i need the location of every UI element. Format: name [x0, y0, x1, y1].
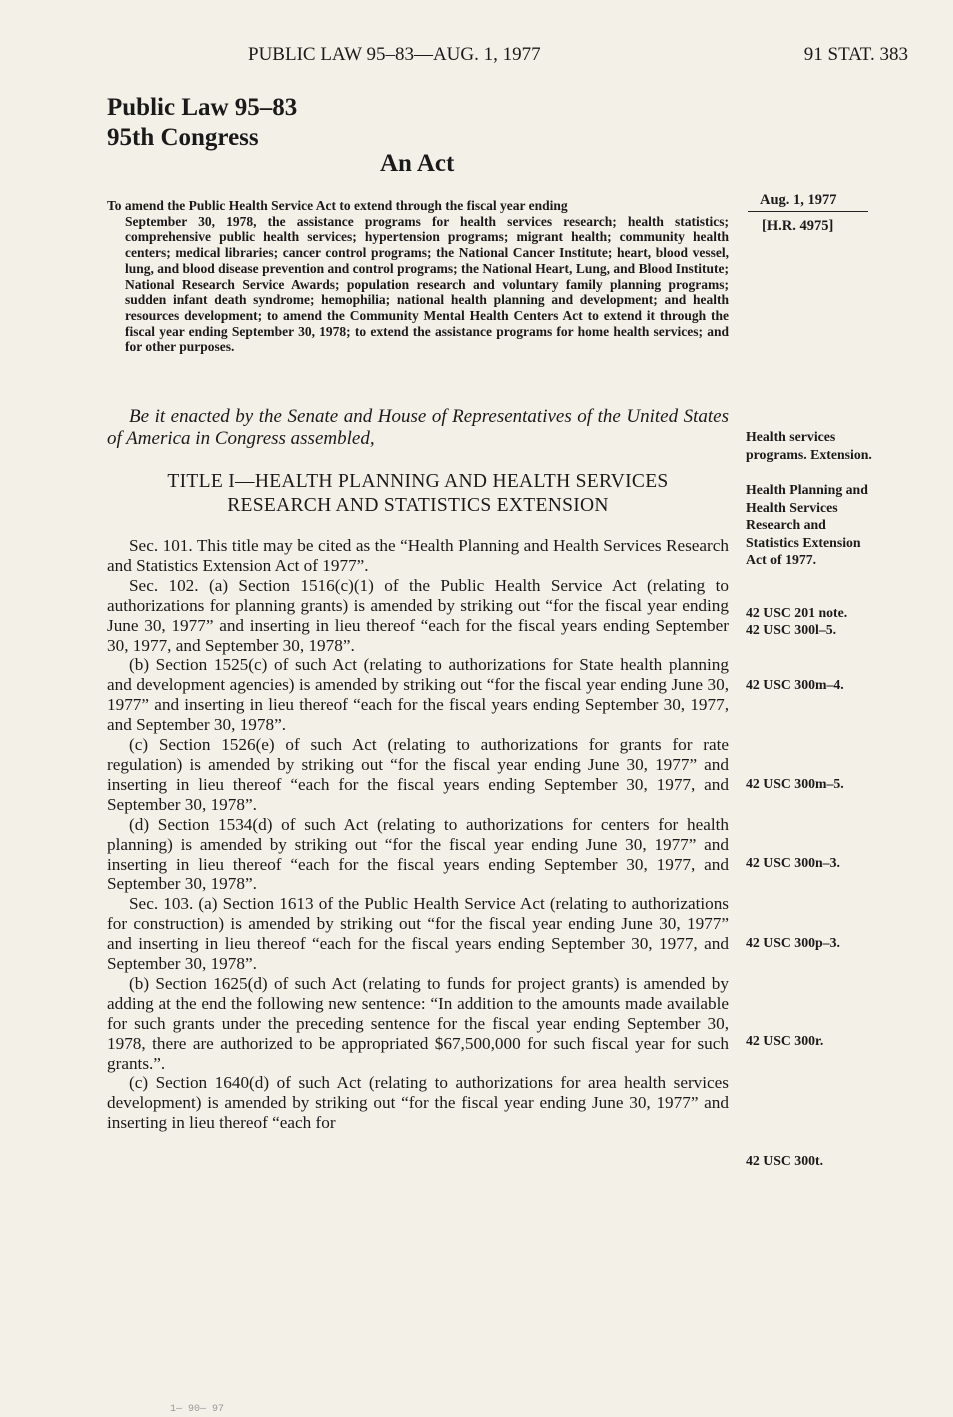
title-heading-line1: TITLE I—HEALTH PLANNING AND HEALTH SERVICES: [167, 471, 669, 492]
enacting-clause: Be it enacted by the Senate and House of Representatives of the United States of America in Congress assembled,: [107, 406, 729, 449]
enactment-sidebar: [748, 192, 868, 235]
running-header: [248, 44, 908, 66]
paragraph-sec-103b: (b) Section 1625(d) of such Act (relating to funds for project grants) is amended by adding at the end the following new sentence: “In addition to the amounts made available for such grants under the preceding sentence for the fiscal year ending September 30, 1978, there are authorized to be appropriated $67,500,000 for such fiscal year for such grants.”.: [107, 973, 729, 1073]
page-footer: 1— 90— 97: [170, 1404, 225, 1415]
purpose-statement: [107, 198, 729, 355]
title-heading: [107, 470, 729, 518]
margin-note-usc-300r: 42 USC 300r.: [746, 1033, 824, 1048]
paragraph-sec-102a: Sec. 102. (a) Section 1516(c)(1) of the Public Health Service Act (relating to authorizations for planning grants) is amended by striking out “for the fiscal year ending June 30, 1977” and inserting in lieu thereof “each for the fiscal years ending September 30, 1977, and September 30, 1978”.: [107, 575, 729, 655]
running-title: PUBLIC LAW 95–83—AUG. 1, 1977: [248, 44, 541, 65]
margin-note-health-services: Health services programs. Extension.: [746, 429, 872, 462]
purpose-lead: To amend the Public Health Service Act to extend through the fiscal year ending: [107, 198, 568, 213]
purpose-body: September 30, 1978, the assistance programs for health services research; health statistics; comprehensive public health services; hypertension programs; migrant health; community health centers; medical libraries; cancer control programs; the National Cancer Institute; heart, blood vessel, lung, and blood disease prevention and control programs; the National Heart, Lung, and Blood Institute; National Research Service Awards; population research and voluntary family planning programs; sudden infant death syndrome; hemophilia; national health planning and development; and health resources development; to amend the Community Mental Health Centers Act to extend it through the fiscal year ending September 30, 1978; to extend the assistance programs for home health services; and for other purposes.: [125, 213, 729, 355]
act-title: An Act: [380, 150, 455, 177]
body-text: [107, 536, 729, 1133]
margin-note-short-title: Health Planning and Health Services Research and Statistics Extension Act of 1977.: [746, 482, 868, 567]
paragraph-sec-103a: Sec. 103. (a) Section 1613 of the Public Health Service Act (relating to authorizations for construction) is amended by striking out “for the fiscal year ending June 30, 1977” and inserting in lieu thereof “each for the fiscal years ending September 30, 1977, and September 30, 1978”.: [107, 894, 729, 974]
law-identifier: [107, 93, 297, 153]
enactment-date: Aug. 1, 1977: [748, 192, 868, 212]
paragraph-sec-102b: (b) Section 1525(c) of such Act (relating to authorizations for State health planning and development agencies) is amended by striking out “for the fiscal year ending June 30, 1977” and inserting in lieu thereof “each for the fiscal years ending September 30, 1977, and September 30, 1978”.: [107, 655, 729, 735]
margin-note-usc-201: 42 USC 201 note.: [746, 605, 848, 620]
title-heading-line2: RESEARCH AND STATISTICS EXTENSION: [227, 495, 609, 516]
margin-note-usc-300t: 42 USC 300t.: [746, 1153, 824, 1168]
margin-note-usc-300n-3: 42 USC 300n–3.: [746, 855, 840, 870]
margin-note-usc-300l-5: 42 USC 300l–5.: [746, 622, 837, 637]
paragraph-sec-102d: (d) Section 1534(d) of such Act (relating to authorizations for centers for health planning) is amended by striking out “for the fiscal year ending June 30, 1977” and inserting in lieu thereof “each for the fiscal years ending September 30, 1977, and September 30, 1978”.: [107, 814, 729, 894]
law-number: Public Law 95–83: [107, 94, 298, 121]
margin-note-usc-300m-5: 42 USC 300m–5.: [746, 776, 844, 791]
margin-note-usc-300p-3: 42 USC 300p–3.: [746, 935, 840, 950]
paragraph-sec-103c: (c) Section 1640(d) of such Act (relating to authorizations for area health services development) is amended by striking out “for the fiscal year ending June 30, 1977” and inserting in lieu thereof “each for: [107, 1073, 729, 1133]
stat-page-number: 91 STAT. 383: [803, 44, 908, 65]
paragraph-sec-101: Sec. 101. This title may be cited as the “Health Planning and Health Services Research and Statistics Extension Act of 1977”.: [107, 536, 729, 575]
margin-note-usc-300m-4: 42 USC 300m–4.: [746, 677, 844, 692]
congress-number: 95th Congress: [107, 124, 259, 151]
paragraph-sec-102c: (c) Section 1526(e) of such Act (relating to authorizations for grants for rate regulation) is amended by striking out “for the fiscal year ending June 30, 1977” and inserting in lieu thereof “each for the fiscal years ending September 30, 1977, and September 30, 1978”.: [107, 735, 729, 814]
bill-number: [H.R. 4975]: [762, 218, 834, 234]
